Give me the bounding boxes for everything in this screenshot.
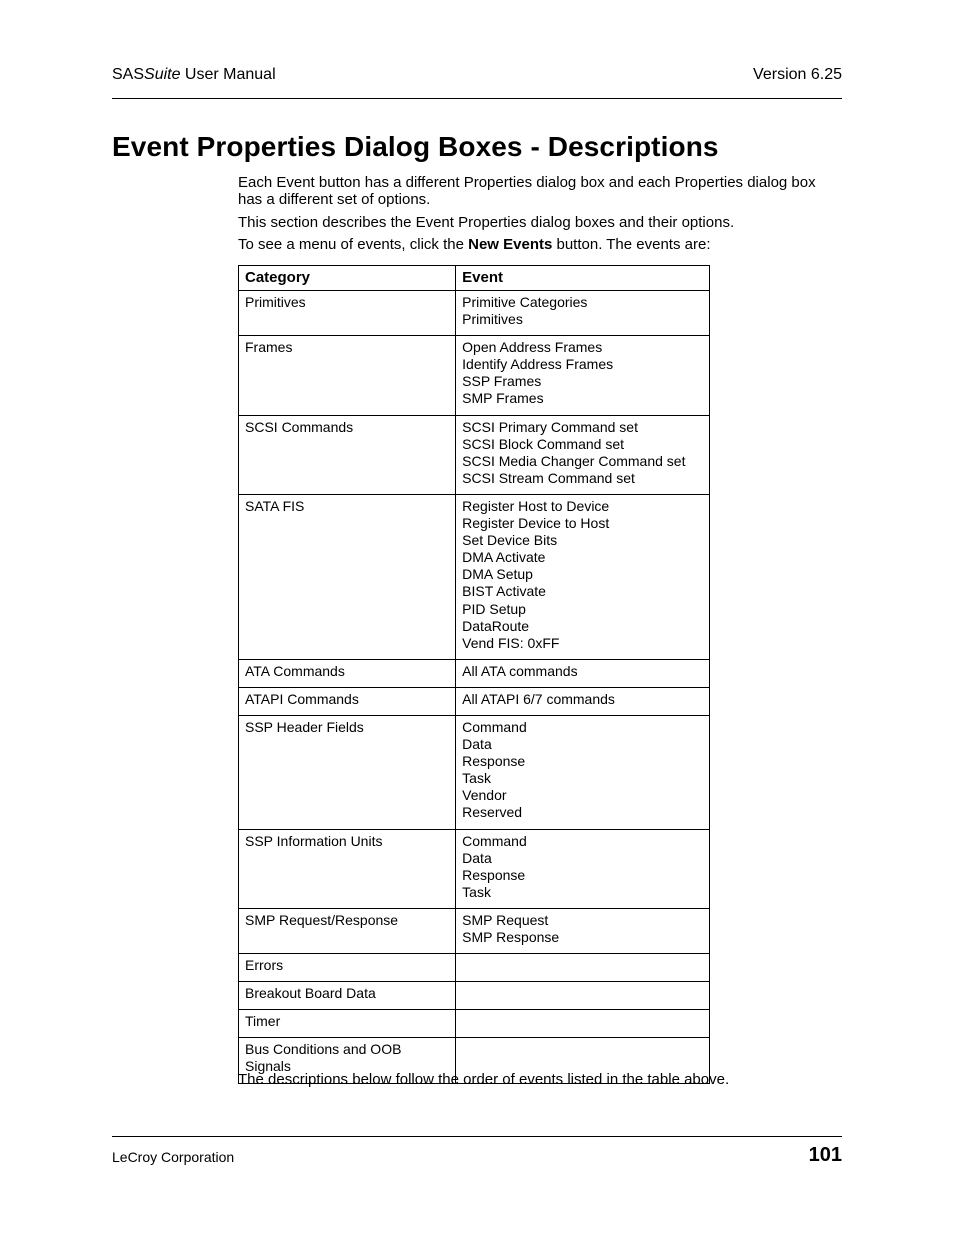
event-cell [456,982,710,1010]
event-item: Command [462,832,527,849]
table-row [239,336,710,415]
company-name: LeCroy Corporation [112,1149,235,1165]
event-cell [456,659,710,687]
event-item: Primitives [462,311,523,328]
event-cell [456,291,710,336]
event-item: DataRoute [462,617,530,634]
closing-paragraph: The descriptions below follow the order of events listed in the table above. [238,1071,730,1088]
category-cell: Bus Conditions and OOB Signals [239,1038,456,1083]
event-item: Register Device to Host [462,515,610,532]
event-item: Response [462,753,526,770]
event-item: Register Host to Device [462,497,610,514]
event-cell [456,1010,710,1038]
event-item: SSP Frames [462,373,542,390]
event-cell [456,715,710,829]
table-row [239,908,710,953]
category-cell: SMP Request/Response [239,908,456,953]
table-row [239,715,710,829]
event-item: Command [462,718,527,735]
event-item: All ATA commands [462,662,578,679]
new-events-label: New Events [468,236,553,253]
page-footer [112,1136,842,1166]
event-item: Data [462,736,492,753]
event-item: Open Address Frames [462,339,603,356]
category-cell: SSP Information Units [239,829,456,908]
event-item: Data [462,849,492,866]
page-title: Event Properties Dialog Boxes - Descriptions [112,131,719,162]
page-header [112,64,842,99]
event-cell [456,954,710,982]
category-cell: SCSI Commands [239,415,456,494]
event-item: DMA Setup [462,566,533,583]
category-column-header: Category [239,266,456,291]
event-item: Vendor [462,787,507,804]
category-cell: Timer [239,1010,456,1038]
table-row [239,291,710,336]
event-cell [456,494,710,659]
event-column-header: Event [456,266,710,291]
event-item: All ATAPI 6/7 commands [462,690,615,707]
category-cell: SSP Header Fields [239,715,456,829]
event-cell [456,415,710,494]
event-item: SCSI Primary Command set [462,418,638,435]
event-item: SMP Frames [462,390,544,407]
page-number: 101 [808,1144,842,1166]
instruction-paragraph [238,236,842,253]
category-cell: ATA Commands [239,659,456,687]
table-row [239,415,710,494]
event-cell [456,336,710,415]
category-cell: ATAPI Commands [239,687,456,715]
intro-paragraph: Each Event button has a different Properties dialog box and each Properties dialog box has a different set of options. [238,174,816,208]
manual-label: User Manual [180,66,276,83]
event-item: DMA Activate [462,549,546,566]
instruction-text-before: To see a menu of events, click the [238,236,469,253]
table-row [239,982,710,1010]
product-suffix: Suite [144,66,181,83]
event-cell [456,908,710,953]
event-item: Response [462,866,526,883]
table-row [239,494,710,659]
events-table [238,265,710,1084]
event-cell [456,829,710,908]
table-row [239,1010,710,1038]
category-cell: Frames [239,336,456,415]
instruction-text-after: button. The events are: [552,236,711,253]
event-cell [456,687,710,715]
table-row [239,954,710,982]
event-item: Task [462,883,491,900]
table-row [239,687,710,715]
event-item: PID Setup [462,600,526,617]
category-cell: Breakout Board Data [239,982,456,1010]
event-item: SCSI Media Changer Command set [462,452,686,469]
version-label: Version 6.25 [753,66,842,83]
table-row [239,829,710,908]
product-prefix: SAS [112,66,145,83]
table-row [239,659,710,687]
event-item: SCSI Block Command set [462,435,624,452]
category-cell: SATA FIS [239,494,456,659]
event-item: Vend FIS: 0xFF [462,634,560,651]
manual-title [112,66,276,84]
event-item: Reserved [462,804,523,821]
event-item: SCSI Stream Command set [462,469,635,486]
category-cell: Errors [239,954,456,982]
event-item: BIST Activate [462,583,546,600]
event-item: SMP Response [462,929,560,945]
event-item: Task [462,770,491,787]
event-item: Primitive Categories [462,294,588,310]
events-table-body [239,291,710,1084]
table-header-row [239,266,710,291]
section-description: This section describes the Event Properties dialog boxes and their options. [238,214,735,231]
category-cell: Primitives [239,291,456,336]
event-item: SMP Request [462,911,549,928]
event-item: Set Device Bits [462,532,558,549]
event-item: Identify Address Frames [462,356,614,373]
